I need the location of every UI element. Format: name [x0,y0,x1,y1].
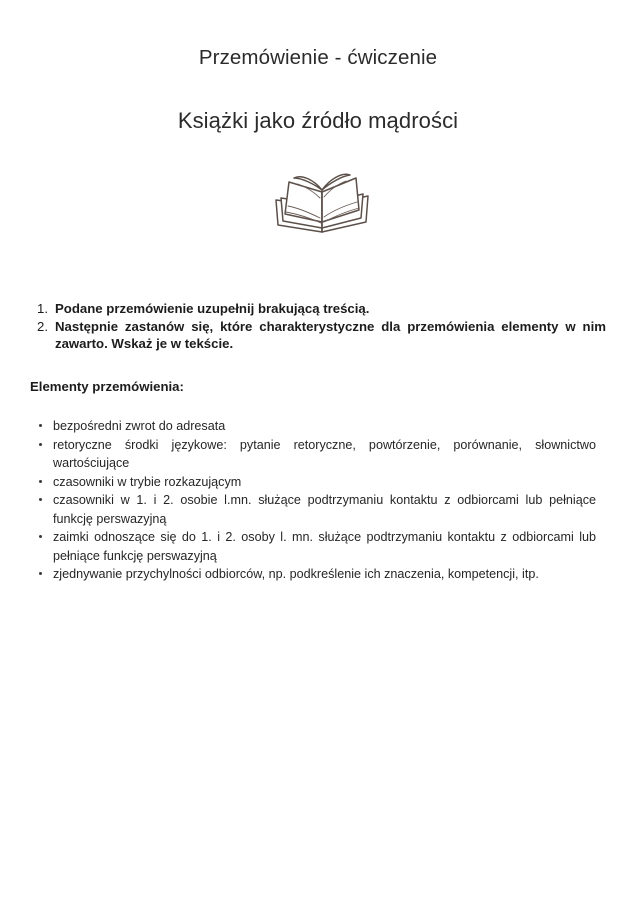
list-item [30,528,596,565]
bullet-icon [39,480,42,483]
bullet-icon [39,535,42,538]
page-title: Przemówienie - ćwiczenie [198,46,438,69]
list-item [30,300,606,318]
list-item-text: zjednywanie przychylności odbiorców, np. podkreślenie ich znaczenia, kompetencji, itp. [53,567,539,581]
section-heading: Elementy przemówienia: [30,379,184,394]
list-item [30,436,596,473]
list-item [30,491,596,528]
bullet-icon [39,443,42,446]
list-item-text: czasowniki w 1. i 2. osobie l.mn. służące podtrzymaniu kontaktu z odbiorcami lub pełniące funkcję perswazyjną [53,493,596,526]
list-item [30,417,596,436]
list-item-text: Następnie zastanów się, które charakterystyczne dla przemówienia elementy w nim zawarto. Wskaż je w tekście. [55,318,606,351]
list-item-text: czasowniki w trybie rozkazującym [53,474,242,489]
instructions-list [30,300,606,353]
list-item-number: 1. [37,301,48,316]
open-book-illustration [272,170,372,236]
list-item [30,565,596,584]
bullet-icon [39,424,42,427]
list-item-text: zaimki odnoszące się do 1. i 2. osoby l. mn. służące podtrzymaniu kontaktu z odbiorcami lub pełniące funkcję perswazyjną [53,530,596,563]
list-item-text: bezpośredni zwrot do adresata [53,419,226,433]
bullet-icon [39,498,42,501]
speech-elements-list [30,417,596,584]
list-item-text: Podane przemówienie uzupełnij brakującą treścią. [55,301,370,316]
page-subtitle: Książki jako źródło mądrości [177,108,459,133]
bullet-icon [39,572,42,575]
list-item [30,318,606,353]
list-item [30,473,596,492]
list-item-number: 2. [37,318,48,334]
list-item-text: retoryczne środki językowe: pytanie retoryczne, powtórzenie, porównanie, słownictwo wartościujące [53,437,596,470]
